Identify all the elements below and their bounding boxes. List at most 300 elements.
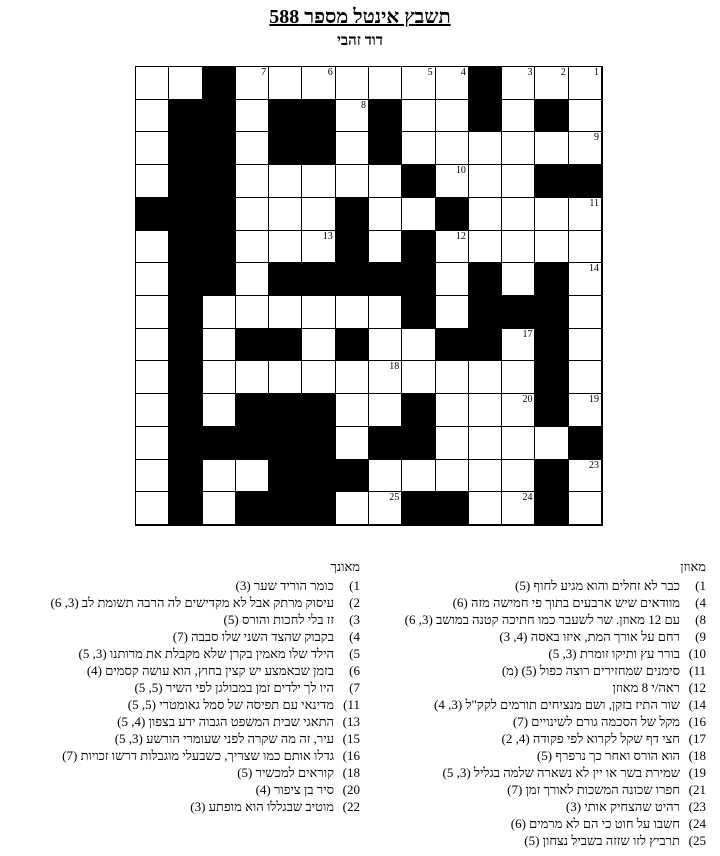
grid-cell[interactable]: [136, 263, 169, 296]
down-clue: [10, 645, 360, 662]
across-clue: [366, 577, 706, 594]
clue-number: 18): [688, 748, 706, 763]
cell-number: 1: [594, 67, 599, 78]
grid-black-cell: [302, 460, 335, 493]
down-clue: [10, 611, 360, 628]
grid-black-cell: [203, 263, 236, 296]
down-clue: [10, 696, 360, 713]
puzzle-author: דוד זהבי: [337, 33, 383, 49]
across-clue: [366, 713, 706, 730]
grid-cell[interactable]: [469, 361, 502, 394]
grid-cell[interactable]: [302, 329, 335, 362]
grid-black-cell: [535, 492, 568, 525]
grid-cell[interactable]: [569, 361, 602, 394]
grid-black-cell: [402, 296, 435, 329]
clue-number: 11): [689, 663, 706, 678]
cell-number: 6: [327, 67, 333, 78]
cell-number: 23: [589, 459, 599, 471]
grid-cell[interactable]: [436, 460, 469, 493]
clue-number: 16): [342, 748, 360, 763]
grid-cell[interactable]: [535, 198, 568, 231]
grid-cell[interactable]: [436, 100, 469, 133]
grid-black-cell: [369, 263, 402, 296]
grid-black-cell: [236, 492, 269, 525]
grid-cell[interactable]: [369, 460, 402, 493]
across-clue: [366, 662, 706, 679]
grid-cell[interactable]: [436, 67, 469, 100]
down-clue: [10, 577, 360, 594]
grid-black-cell: [203, 198, 236, 231]
cell-number: 12: [455, 230, 466, 242]
grid-cell[interactable]: [569, 460, 602, 493]
grid-cell[interactable]: [369, 296, 402, 329]
grid-cell[interactable]: [302, 231, 335, 264]
grid-cell[interactable]: [336, 67, 369, 100]
grid-black-cell: [169, 165, 202, 198]
grid-black-cell: [203, 427, 236, 460]
cell-number: 4: [460, 67, 466, 78]
grid-cell[interactable]: [236, 460, 269, 493]
grid-cell[interactable]: [203, 492, 236, 525]
grid-cell[interactable]: [269, 165, 302, 198]
grid-black-cell: [402, 427, 435, 460]
grid-black-cell: [369, 427, 402, 460]
cell-number: 5: [427, 67, 433, 78]
grid-cell[interactable]: [502, 394, 535, 427]
cell-number: 3: [527, 67, 533, 78]
clue-number: 9): [695, 629, 706, 644]
grid-cell[interactable]: [469, 394, 502, 427]
clue-text: עיר, זה מה שקרה לפני שעומרי הורשע (3, 5): [114, 731, 334, 746]
grid-cell[interactable]: [569, 329, 602, 362]
grid-black-cell: [136, 198, 169, 231]
across-clue: [366, 815, 706, 832]
grid-cell[interactable]: [169, 67, 202, 100]
clue-text: רהיט שהצחיק אותי (3): [565, 799, 680, 814]
grid-black-cell: [169, 132, 202, 165]
grid-cell[interactable]: [269, 67, 302, 100]
grid-black-cell: [535, 460, 568, 493]
grid-cell[interactable]: [203, 460, 236, 493]
clue-text: שמירת בשר או יין לא נשארה שלמה בגליל (3, 5): [442, 765, 680, 780]
grid-black-cell: [469, 100, 502, 133]
clue-number: 4): [349, 629, 360, 644]
down-clue: [10, 713, 360, 730]
clue-number: 15): [342, 731, 360, 746]
grid-black-cell: [535, 394, 568, 427]
clue-text: כבר לא זחלים והוא מגיע לחוף (5): [514, 578, 680, 593]
grid-black-cell: [169, 492, 202, 525]
grid-black-cell: [336, 263, 369, 296]
grid-cell[interactable]: [336, 361, 369, 394]
grid-cell[interactable]: [535, 427, 568, 460]
down-clue: [10, 781, 360, 798]
grid-black-cell: [169, 263, 202, 296]
cell-number: 8: [361, 99, 366, 111]
clue-number: 22): [342, 799, 360, 814]
grid-black-cell: [502, 296, 535, 329]
grid-cell[interactable]: [236, 132, 269, 165]
grid-cell[interactable]: [502, 361, 535, 394]
clue-number: 14): [688, 697, 706, 712]
grid-cell[interactable]: [569, 492, 602, 525]
grid-cell[interactable]: [502, 165, 535, 198]
grid-cell[interactable]: [136, 460, 169, 493]
across-clue: [366, 628, 706, 645]
grid-cell[interactable]: [469, 165, 502, 198]
grid-cell[interactable]: [369, 67, 402, 100]
grid-cell[interactable]: [269, 361, 302, 394]
grid-black-cell: [369, 132, 402, 165]
grid-cell[interactable]: [402, 198, 435, 231]
grid-cell[interactable]: [269, 198, 302, 231]
grid-cell[interactable]: [336, 394, 369, 427]
grid-cell[interactable]: [402, 132, 435, 165]
grid-cell[interactable]: [569, 198, 602, 231]
grid-cell[interactable]: [502, 198, 535, 231]
clue-number: 21): [688, 782, 706, 797]
across-clue: [366, 747, 706, 764]
grid-cell[interactable]: [569, 296, 602, 329]
grid-black-cell: [402, 231, 435, 264]
grid-cell[interactable]: [535, 132, 568, 165]
grid-cell[interactable]: [136, 296, 169, 329]
clue-text: בזמן שבאמצע יש קצין בחוץ, הוא עושה קסמים (4): [86, 663, 334, 678]
grid-cell[interactable]: [502, 67, 535, 100]
clue-number: 1): [695, 578, 706, 593]
grid-black-cell: [169, 329, 202, 362]
grid-cell[interactable]: [203, 329, 236, 362]
grid-cell[interactable]: [136, 492, 169, 525]
clue-number: 25): [688, 833, 706, 848]
clue-text: סימנים שמחזירים רוצה כפול (5) (מ): [501, 663, 680, 678]
grid-cell[interactable]: [569, 132, 602, 165]
grid-black-cell: [169, 394, 202, 427]
grid-black-cell: [469, 263, 502, 296]
grid-cell[interactable]: [436, 263, 469, 296]
grid-black-cell: [569, 427, 602, 460]
cell-number: 24: [522, 492, 533, 504]
clue-number: 19): [688, 765, 706, 780]
grid-cell[interactable]: [369, 492, 402, 525]
clue-text: סיר בן ציפור (4): [255, 782, 334, 797]
grid-black-cell: [336, 198, 369, 231]
puzzle-title: תשבץ אינטל מספר 588: [269, 6, 451, 28]
clue-text: זז בלי לחכות והורס (5): [223, 612, 334, 627]
grid-cell[interactable]: [302, 198, 335, 231]
clue-text: קוראים למכשיר (5): [237, 765, 334, 780]
clue-number: 12): [688, 680, 706, 695]
cell-number: 11: [589, 197, 599, 209]
clue-number: 3): [349, 612, 360, 627]
down-clue: [10, 764, 360, 781]
clue-text: מוודאים שיש ארבעים בתוך פי חמישה מזה (6): [452, 595, 680, 610]
clue-text: שור התיז בזקן, ושם מנציחים תורמים לקק"ל (3, 4): [434, 697, 680, 712]
clue-text: התאגי שבית המשפט הגבוה ידע בצפון (4, 5): [117, 714, 334, 729]
grid-cell[interactable]: [203, 296, 236, 329]
grid-cell[interactable]: [502, 329, 535, 362]
down-clue: [10, 662, 360, 679]
grid-cell[interactable]: [436, 231, 469, 264]
clue-text: ראה/י 8 מאוזן: [612, 680, 680, 695]
grid-black-cell: [436, 198, 469, 231]
clue-number: 23): [688, 799, 706, 814]
clue-number: 17): [688, 731, 706, 746]
grid-black-cell: [169, 296, 202, 329]
grid-black-cell: [436, 329, 469, 362]
grid-cell[interactable]: [136, 394, 169, 427]
grid-cell[interactable]: [136, 67, 169, 100]
clue-text: תרביץ לזו שזזה בשביל נצחון (5): [524, 833, 680, 848]
grid-cell[interactable]: [269, 296, 302, 329]
cell-number: 20: [522, 394, 533, 406]
cell-number: 7: [261, 67, 267, 78]
clue-text: חשבו על חוט כי הם לא מרמים (6): [510, 816, 680, 831]
down-clue: [10, 730, 360, 747]
grid-cell[interactable]: [136, 329, 169, 362]
grid-cell[interactable]: [203, 394, 236, 427]
down-clue: [10, 798, 360, 815]
down-clue: [10, 628, 360, 645]
down-heading: מאונך: [330, 559, 360, 574]
grid-black-cell: [535, 263, 568, 296]
grid-black-cell: [269, 132, 302, 165]
clue-text: חפרו שכונה המשכות לאורך זמן (7): [507, 782, 680, 797]
grid-cell[interactable]: [569, 231, 602, 264]
cell-number: 10: [455, 165, 466, 177]
grid-cell[interactable]: [336, 492, 369, 525]
clue-text: הילד שלו מאמין בקרן שלא מקבלת את מרותנו (3, 5): [78, 646, 334, 661]
clue-number: 5): [349, 646, 360, 661]
across-clue: [366, 832, 706, 849]
grid-cell[interactable]: [469, 132, 502, 165]
grid-cell[interactable]: [369, 165, 402, 198]
grid-cell[interactable]: [302, 296, 335, 329]
grid-cell[interactable]: [502, 100, 535, 133]
grid-black-cell: [236, 329, 269, 362]
across-clue: [366, 679, 706, 696]
grid-black-cell: [203, 132, 236, 165]
grid-cell[interactable]: [336, 132, 369, 165]
grid-black-cell: [269, 492, 302, 525]
clue-number: 4): [695, 595, 706, 610]
grid-cell[interactable]: [402, 460, 435, 493]
across-clue-list: [366, 577, 706, 849]
grid-black-cell: [203, 165, 236, 198]
grid-cell[interactable]: [569, 100, 602, 133]
cell-number: 14: [589, 263, 599, 275]
grid-black-cell: [469, 329, 502, 362]
cell-number: 19: [589, 394, 599, 406]
clue-text: רחם על אורך המת, איזו באסה (4, 3): [499, 629, 680, 644]
grid-cell[interactable]: [436, 296, 469, 329]
grid-cell[interactable]: [469, 492, 502, 525]
clue-number: 8): [695, 612, 706, 627]
down-clue: [10, 594, 360, 611]
clue-text: מדינאי עם תפיסה של סמל גאומטרי (5, 5): [127, 697, 334, 712]
grid-cell[interactable]: [236, 165, 269, 198]
grid-black-cell: [535, 100, 568, 133]
cell-number: 17: [522, 328, 533, 340]
clue-text: היו לך ילדים זמן במבולגן לפי השיר (5, 5): [134, 680, 334, 695]
grid-cell[interactable]: [136, 231, 169, 264]
clue-text: גדלו אותם כמו שצריך, כשבעלי מוגבלות דרשו זכויות (7): [62, 748, 334, 763]
grid-cell[interactable]: [269, 231, 302, 264]
grid-black-cell: [203, 67, 236, 100]
grid-cell[interactable]: [236, 296, 269, 329]
grid-black-cell: [336, 329, 369, 362]
clue-number: 20): [342, 782, 360, 797]
grid-black-cell: [302, 132, 335, 165]
grid-black-cell: [269, 329, 302, 362]
grid-cell[interactable]: [236, 231, 269, 264]
grid-black-cell: [302, 394, 335, 427]
grid-black-cell: [269, 100, 302, 133]
grid-cell[interactable]: [402, 100, 435, 133]
cell-number: 2: [560, 67, 566, 78]
grid-cell[interactable]: [402, 329, 435, 362]
clue-text: חצי דף שקל לקרוא לפי פקודה (4, 2): [501, 731, 680, 746]
grid-cell[interactable]: [502, 460, 535, 493]
grid-cell[interactable]: [302, 165, 335, 198]
grid-cell[interactable]: [236, 67, 269, 100]
grid-black-cell: [169, 100, 202, 133]
clue-number: 10): [688, 646, 706, 661]
grid-cell[interactable]: [469, 231, 502, 264]
grid-cell[interactable]: [402, 67, 435, 100]
cell-number: 18: [389, 361, 400, 373]
clue-number: 24): [688, 816, 706, 831]
across-clue: [366, 764, 706, 781]
grid-cell[interactable]: [436, 361, 469, 394]
grid-cell[interactable]: [136, 361, 169, 394]
clue-number: 1): [349, 578, 360, 593]
grid-cell[interactable]: [236, 100, 269, 133]
grid-cell[interactable]: [469, 198, 502, 231]
grid-cell[interactable]: [336, 100, 369, 133]
grid-cell[interactable]: [436, 394, 469, 427]
grid-black-cell: [302, 427, 335, 460]
grid-cell[interactable]: [369, 394, 402, 427]
grid-cell[interactable]: [502, 132, 535, 165]
grid-cell[interactable]: [136, 100, 169, 133]
clue-text: עיסוק מרתק אבל לא מקדישים לה הרבה תשומת לב (3, 6): [50, 595, 334, 610]
across-clue: [366, 645, 706, 662]
across-clue: [366, 696, 706, 713]
grid-black-cell: [302, 492, 335, 525]
grid-black-cell: [236, 427, 269, 460]
grid-black-cell: [535, 361, 568, 394]
grid-cell[interactable]: [569, 394, 602, 427]
grid-cell[interactable]: [236, 198, 269, 231]
across-clue: [366, 594, 706, 611]
grid-cell[interactable]: [502, 427, 535, 460]
grid-cell[interactable]: [569, 67, 602, 100]
down-clue-list: [10, 577, 360, 815]
grid-black-cell: [203, 231, 236, 264]
grid-cell[interactable]: [336, 165, 369, 198]
clue-number: 18): [342, 765, 360, 780]
grid-black-cell: [169, 231, 202, 264]
grid-cell[interactable]: [136, 427, 169, 460]
grid-cell[interactable]: [569, 263, 602, 296]
across-clue: [366, 730, 706, 747]
grid-cell[interactable]: [436, 427, 469, 460]
grid-black-cell: [469, 67, 502, 100]
grid-cell[interactable]: [236, 361, 269, 394]
grid-cell[interactable]: [136, 165, 169, 198]
grid-black-cell: [236, 394, 269, 427]
crossword-grid: [135, 66, 603, 526]
clue-number: 11): [343, 697, 360, 712]
grid-black-cell: [203, 100, 236, 133]
grid-cell[interactable]: [369, 198, 402, 231]
clue-number: 16): [688, 714, 706, 729]
grid-cell[interactable]: [302, 67, 335, 100]
grid-cell[interactable]: [336, 427, 369, 460]
grid-cell[interactable]: [336, 296, 369, 329]
grid-cell[interactable]: [469, 427, 502, 460]
grid-black-cell: [336, 231, 369, 264]
grid-cell[interactable]: [436, 165, 469, 198]
grid-black-cell: [402, 492, 435, 525]
grid-cell[interactable]: [136, 132, 169, 165]
grid-black-cell: [169, 427, 202, 460]
grid-black-cell: [436, 492, 469, 525]
grid-black-cell: [169, 198, 202, 231]
grid-black-cell: [269, 263, 302, 296]
grid-cell[interactable]: [502, 263, 535, 296]
clue-number: 2): [349, 595, 360, 610]
grid-black-cell: [535, 165, 568, 198]
grid-cell[interactable]: [502, 492, 535, 525]
clue-text: בורר עץ ותיקו זומרת (3, 5): [548, 646, 680, 661]
grid-cell[interactable]: [402, 361, 435, 394]
grid-cell[interactable]: [369, 231, 402, 264]
grid-cell[interactable]: [436, 132, 469, 165]
across-heading: מאוזן: [680, 559, 706, 574]
grid-cell[interactable]: [302, 361, 335, 394]
grid-cell[interactable]: [203, 361, 236, 394]
down-clue: [10, 679, 360, 696]
clue-text: כומר הוריד שער (3): [235, 578, 334, 593]
grid-cell[interactable]: [469, 460, 502, 493]
grid-cell[interactable]: [535, 67, 568, 100]
cell-number: 13: [322, 230, 333, 242]
grid-black-cell: [169, 460, 202, 493]
clue-text: עם 12 מאוזן. שר לשעבר כמו חתיכה קטנה במושב (3, 6): [404, 612, 680, 627]
grid-black-cell: [269, 427, 302, 460]
cell-number: 9: [594, 132, 599, 144]
grid-black-cell: [535, 329, 568, 362]
grid-cell[interactable]: [236, 263, 269, 296]
across-clue: [366, 781, 706, 798]
grid-cell[interactable]: [369, 329, 402, 362]
grid-cell[interactable]: [535, 231, 568, 264]
grid-black-cell: [369, 100, 402, 133]
grid-black-cell: [469, 296, 502, 329]
grid-black-cell: [535, 296, 568, 329]
grid-black-cell: [302, 263, 335, 296]
grid-black-cell: [269, 394, 302, 427]
grid-black-cell: [302, 100, 335, 133]
grid-cell[interactable]: [502, 231, 535, 264]
grid-black-cell: [402, 165, 435, 198]
clue-text: מקל של הסכמה גורם לשינויים (7): [512, 714, 680, 729]
grid-cell[interactable]: [369, 361, 402, 394]
clue-number: 13): [342, 714, 360, 729]
cell-number: 25: [389, 492, 400, 504]
